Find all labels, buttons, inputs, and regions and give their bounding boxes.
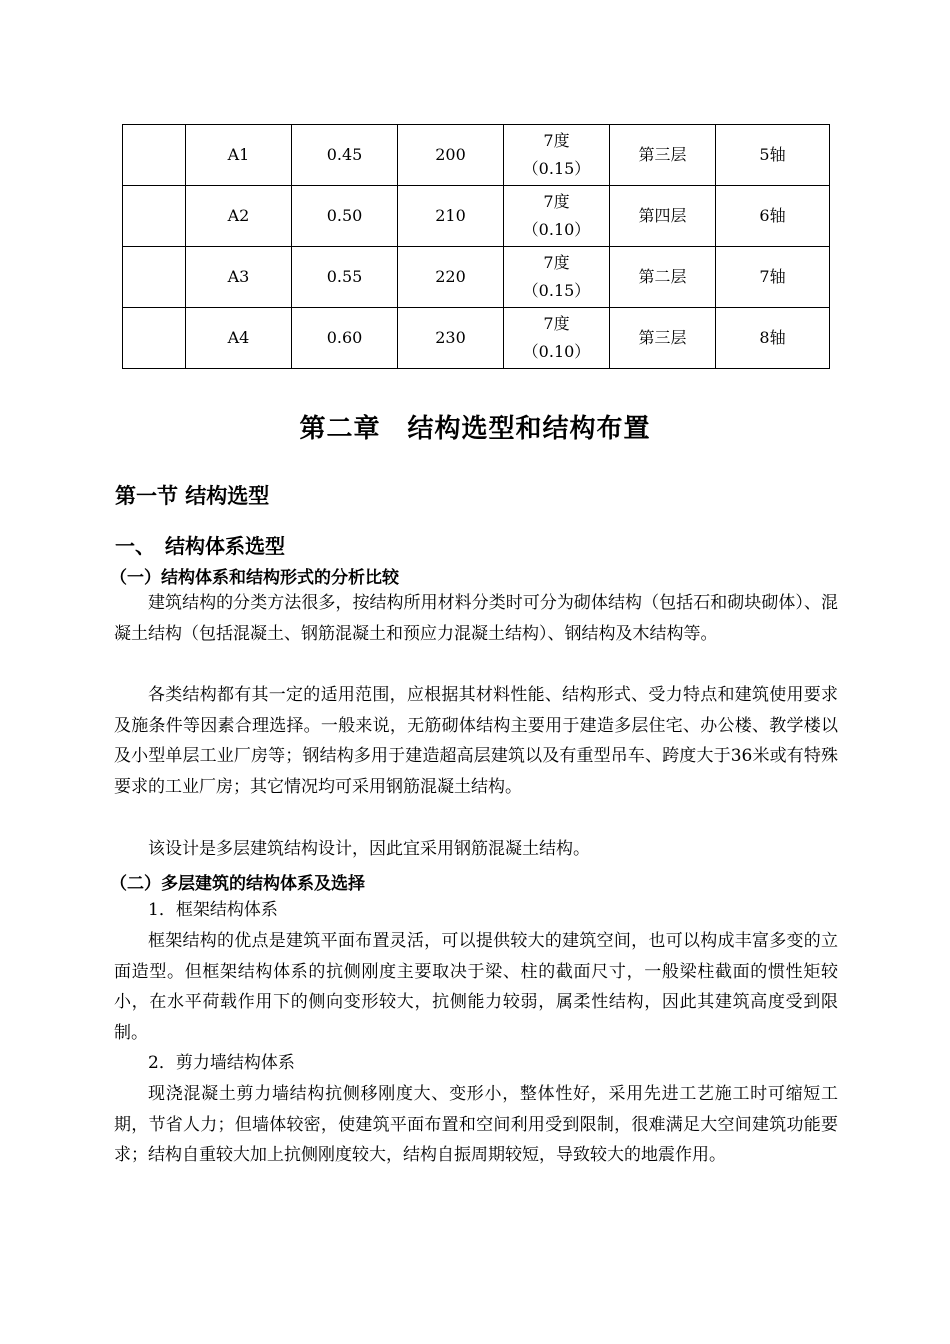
table-cell	[504, 308, 610, 369]
table-cell: 200	[398, 125, 504, 186]
table-cell	[504, 247, 610, 308]
table-cell: 0.55	[292, 247, 398, 308]
intensity-value: 7度	[543, 253, 570, 272]
list-item-shear-wall: 2．剪力墙结构体系	[148, 1053, 295, 1073]
parameter-table	[122, 124, 830, 369]
table-cell: 8轴	[716, 308, 830, 369]
section-title: 第一节 结构选型	[115, 484, 270, 508]
table-cell: 0.60	[292, 308, 398, 369]
table-cell: A1	[186, 125, 292, 186]
subheading-structure-comparison: （一）结构体系和结构形式的分析比较	[110, 568, 399, 588]
table-cell: 第三层	[610, 125, 716, 186]
table-row	[123, 125, 830, 186]
intensity-accel: （0.10）	[522, 342, 591, 361]
paragraph: 各类结构都有其一定的适用范围，应根据其材料性能、结构形式、受力特点和建筑使用要求及施条件等因素合理选择。一般来说，无筋砌体结构主要用于建造多层住宅、办公楼、教学楼以及小型单层工业厂房等；钢结构多用于建造超高层建筑以及有重型吊车、跨度大于36米或有特殊要求的工业厂房；其它情况均可采用钢筋混凝土结构。	[114, 685, 838, 797]
intensity-accel: （0.10）	[522, 220, 591, 239]
table-cell: 230	[398, 308, 504, 369]
intensity-value: 7度	[543, 314, 570, 333]
intensity-value: 7度	[543, 131, 570, 150]
intensity-accel: （0.15）	[522, 159, 591, 178]
table-cell: 第三层	[610, 308, 716, 369]
paragraph: 框架结构的优点是建筑平面布置灵活，可以提供较大的建筑空间，也可以构成丰富多变的立面造型。但框架结构体系的抗侧刚度主要取决于梁、柱的截面尺寸，一般梁柱截面的惯性矩较小，在水平荷载作用下的侧向变形较大，抗侧能力较弱，属柔性结构，因此其建筑高度受到限制。	[114, 931, 838, 1043]
table-cell: 220	[398, 247, 504, 308]
table-cell	[504, 186, 610, 247]
table-cell: A2	[186, 186, 292, 247]
paragraph: 该设计是多层建筑结构设计，因此宜采用钢筋混凝土结构。	[148, 839, 590, 859]
chapter-title: 第二章 结构选型和结构布置	[299, 414, 651, 444]
table-cell: 5轴	[716, 125, 830, 186]
table-cell	[123, 308, 186, 369]
table-cell: A4	[186, 308, 292, 369]
table-cell: 210	[398, 186, 504, 247]
table-cell: 0.45	[292, 125, 398, 186]
list-item-frame-structure: 1．框架结构体系	[148, 900, 278, 920]
table-row	[123, 186, 830, 247]
table-cell: 第二层	[610, 247, 716, 308]
table-cell: 7轴	[716, 247, 830, 308]
intensity-accel: （0.15）	[522, 281, 591, 300]
table-cell	[123, 125, 186, 186]
table-row	[123, 308, 830, 369]
table-cell: 6轴	[716, 186, 830, 247]
table-cell	[123, 247, 186, 308]
paragraph: 现浇混凝土剪力墙结构抗侧移刚度大、变形小，整体性好，采用先进工艺施工时可缩短工期，节省人力；但墙体较密，使建筑平面布置和空间利用受到限制，很难满足大空间建筑功能要求；结构自重较大加上抗侧刚度较大，结构自振周期较短，导致较大的地震作用。	[114, 1084, 838, 1165]
subheading-structure-system: （二）多层建筑的结构体系及选择	[110, 874, 365, 894]
paragraph: 建筑结构的分类方法很多，按结构所用材料分类时可分为砌体结构（包括石和砌块砌体）、混凝土结构（包括混凝土、钢筋混凝土和预应力混凝土结构）、钢结构及木结构等。	[114, 593, 838, 644]
table-cell: A3	[186, 247, 292, 308]
table-cell	[123, 186, 186, 247]
subsection-title: 一、 结构体系选型	[115, 534, 285, 558]
intensity-value: 7度	[543, 192, 570, 211]
table-row	[123, 247, 830, 308]
table-cell: 0.50	[292, 186, 398, 247]
table-cell: 第四层	[610, 186, 716, 247]
table-cell	[504, 125, 610, 186]
